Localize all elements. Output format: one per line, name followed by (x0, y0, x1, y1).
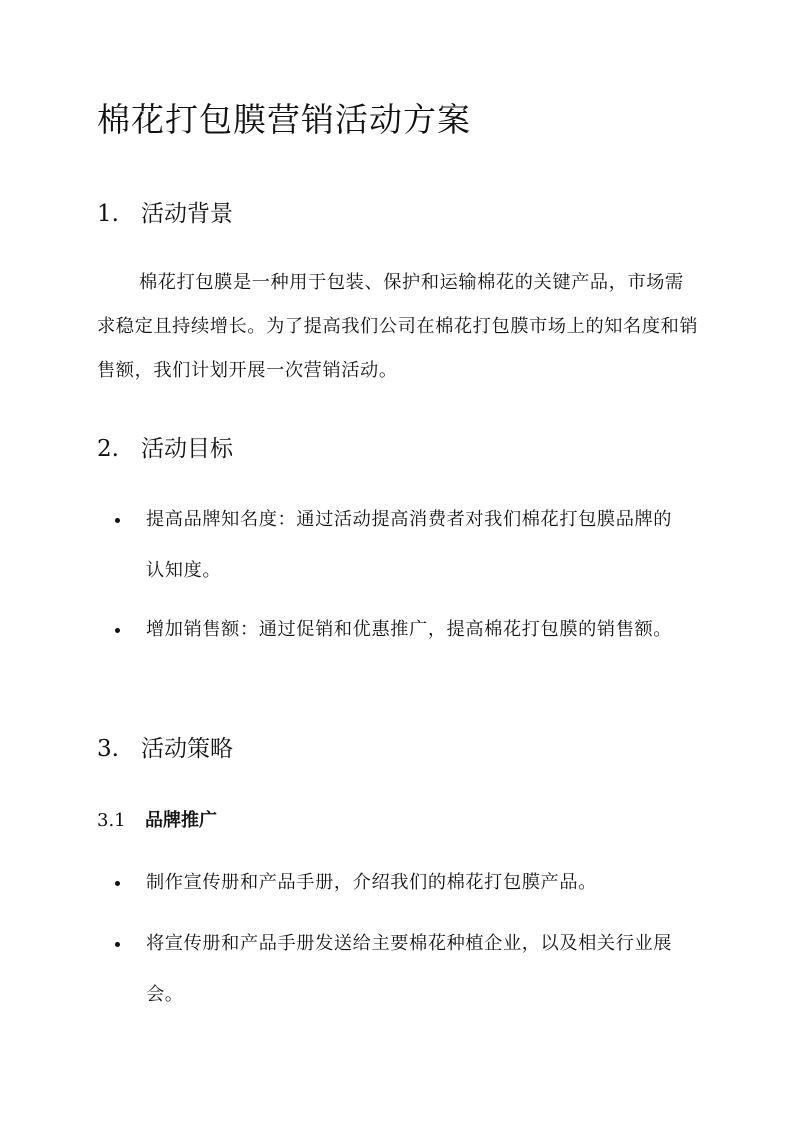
bullet-icon (115, 942, 120, 947)
list-item-text: 将宣传册和产品手册发送给主要棉花种植企业，以及相关行业展会。 (146, 933, 673, 1005)
bullet-icon (115, 518, 120, 523)
list-item-text: 增加销售额：通过促销和优惠推广，提高棉花打包膜的销售额。 (146, 619, 673, 640)
list-item-text: 制作宣传册和产品手册，介绍我们的棉花打包膜产品。 (146, 872, 597, 893)
section-3-number: 3. (97, 736, 119, 762)
section-1-number: 1. (97, 201, 119, 227)
section-3-title: 活动策略 (141, 736, 233, 762)
document-title: 棉花打包膜营销活动方案 (97, 100, 471, 139)
section-2-title: 活动目标 (141, 436, 233, 462)
section-1-heading (97, 195, 233, 228)
list-item (115, 857, 681, 908)
list-item (115, 604, 681, 655)
subsection-3-1-heading (97, 806, 217, 832)
subsection-3-1-title: 品牌推广 (145, 810, 217, 831)
section-3-heading (97, 730, 233, 763)
subsection-3-1-number: 3.1 (97, 810, 126, 831)
bullet-icon (115, 628, 120, 633)
section-1-paragraph: 棉花打包膜是一种用于包装、保护和运输棉花的关键产品，市场需求稳定且持续增长。为了提高我们公司在棉花打包膜市场上的知名度和销售额，我们计划开展一次营销活动。 (97, 272, 699, 381)
section-2-heading (97, 430, 233, 463)
list-item (115, 494, 681, 596)
section-1-title: 活动背景 (141, 201, 233, 227)
section-2-number: 2. (97, 436, 119, 462)
list-item-text: 提高品牌知名度：通过活动提高消费者对我们棉花打包膜品牌的认知度。 (146, 509, 673, 581)
bullet-icon (115, 881, 120, 886)
list-item (115, 918, 681, 1020)
